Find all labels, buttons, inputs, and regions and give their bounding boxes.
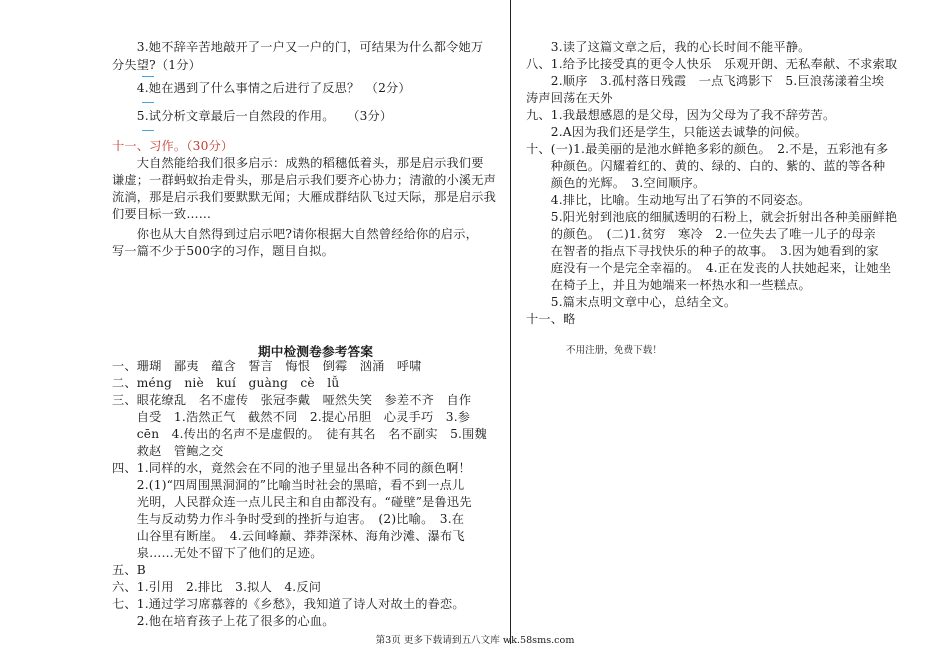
- answer-underline: [142, 76, 154, 77]
- answer-line: 2.(1)“四周围黑洞洞的”比喻当时社会的黑暗，看不到一点儿: [112, 478, 465, 492]
- answer-line: 九、1.我最想感恩的是父母，因为父母为了我不辞劳苦。: [526, 108, 836, 122]
- answer-line: 5.阳光射到池底的细腻透明的石粉上，就会折射出各种美丽鲜艳: [526, 210, 898, 224]
- answer-line: 四、1.同样的水，竟然会在不同的池子里显出各种不同的颜色啊！: [112, 461, 471, 475]
- answer-line: cēn 4.传出的名声不是虚假的。 徒有其名 名不副实 5.围魏: [112, 427, 487, 441]
- free-download-note: 不用注册，免费下载！: [566, 345, 662, 356]
- answer-line: 泉……无处不留下了他们的足迹。: [112, 546, 323, 560]
- answer-key-title: 期中检测卷参考答案: [258, 344, 374, 359]
- answer-line: 十、(一)1.最美丽的是池水鲜艳多彩的颜色。 2.不是，五彩池有多: [526, 142, 889, 156]
- answer-line: 种颜色。闪耀着红的、黄的、绿的、白的、紫的、蓝的等各种: [526, 159, 886, 173]
- answer-line: 4.排比，比喻。生动地写出了石笋的不同姿态。: [526, 193, 811, 207]
- answer-line: 庭没有一个是完全幸福的。 4.正在发丧的人扶她起来，让她坐: [526, 261, 892, 275]
- answer-line: 生与反动势力作斗争时受到的挫折与迫害。 (2)比喻。 3.在: [112, 512, 465, 526]
- answer-line: 六、1.引用 2.排比 3.拟人 4.反问: [112, 580, 322, 594]
- answer-line: 2.A因为我们还是学生，只能送去诚挚的问候。: [526, 125, 808, 139]
- answer-line: 涛声回荡在天外: [526, 91, 613, 105]
- answer-line: 七、1.通过学习席慕蓉的《乡愁》，我知道了诗人对故土的眷恋。: [112, 597, 465, 611]
- answer-line: 一、珊瑚 鄙夷 蕴含 誓言 悔恨 倒霉 汹涌 呼啸: [112, 359, 422, 373]
- question-line: 5.试分析文章最后一自然段的作用。 （3分）: [112, 109, 393, 123]
- page-footer: 第3页 更多下载请到五八文库 wk.58sms.com: [375, 635, 575, 646]
- question-line: 分失望?（1分）: [112, 58, 202, 72]
- column-divider: [510, 0, 511, 644]
- prompt-line: 大自然能给我们很多启示：成熟的稻穗低着头，那是启示我们要: [112, 156, 484, 170]
- answer-line: 救赵 管鲍之交: [112, 444, 224, 458]
- answer-line: 5.篇末点明文章中心，总结全文。: [526, 295, 737, 309]
- section-heading: 十一、习作。（30分）: [112, 139, 234, 153]
- answer-line: 二、méng niè kuí guàng cè lǚ: [112, 376, 340, 390]
- answer-underline: [142, 130, 154, 131]
- prompt-line: 流淌，那是启示我们要默默无闻；大雁成群结队飞过天际，那是启示我: [112, 190, 497, 204]
- answer-line: 十一、略: [526, 312, 576, 326]
- answer-line: 在智者的指点下寻找快乐的种子的故事。 3.因为她看到的家: [526, 244, 879, 258]
- question-line: 4.她在遇到了什么事情之后进行了反思？ （2分）: [112, 81, 411, 95]
- prompt-line: 谦虚；一群蚂蚁抬走骨头，那是启示我们要齐心协力；清澈的小溪无声: [112, 173, 497, 187]
- answer-line: 八、1.给予比接受真的更令人快乐 乐观开朗、无私奉献、不求索取: [526, 57, 898, 71]
- answer-line: 颜色的光辉。 3.空间顺序。: [526, 176, 706, 190]
- answer-line: 自受 1.浩然正气 截然不同 2.提心吊胆 心灵手巧 3.参: [112, 410, 471, 424]
- prompt-line: 写一篇不少于500字的习作，题目自拟。: [112, 244, 335, 258]
- answer-line: 的颜色。 (二)1.贫穷 寒冷 2.一位失去了唯一儿子的母亲: [526, 227, 876, 241]
- prompt-line: 们要目标一致……: [112, 207, 212, 221]
- answer-line: 五、B: [112, 563, 146, 577]
- answer-line: 2.他在培育孩子上花了很多的心血。: [112, 614, 335, 628]
- answer-line: 三、眼花缭乱 名不虚传 张冠李戴 哑然失笑 参差不齐 自作: [112, 393, 472, 407]
- prompt-line: 你也从大自然得到过启示吧?请你根据大自然曾经给你的启示，: [112, 227, 478, 241]
- answer-line: 光明，人民群众连一点儿民主和自由都没有。“碰壁”是鲁迅先: [112, 495, 472, 509]
- answer-underline: [142, 102, 154, 103]
- answer-line: 3.读了这篇文章之后，我的心长时间不能平静。: [526, 40, 811, 54]
- answer-line: 2.顺序 3.孤村落日残霞 一点飞鸿影下 5.巨浪荡漾着尘埃: [526, 74, 885, 88]
- answer-line: 山谷里有断崖。 4.云间峰巅、莽莽深林、海角沙滩、瀑布飞: [112, 529, 465, 543]
- question-line: 3.她不辞辛苦地敲开了一户又一户的门，可结果为什么都令她万: [112, 40, 484, 54]
- answer-line: 在椅子上，并且为她端来一杯热水和一些糕点。: [526, 278, 811, 292]
